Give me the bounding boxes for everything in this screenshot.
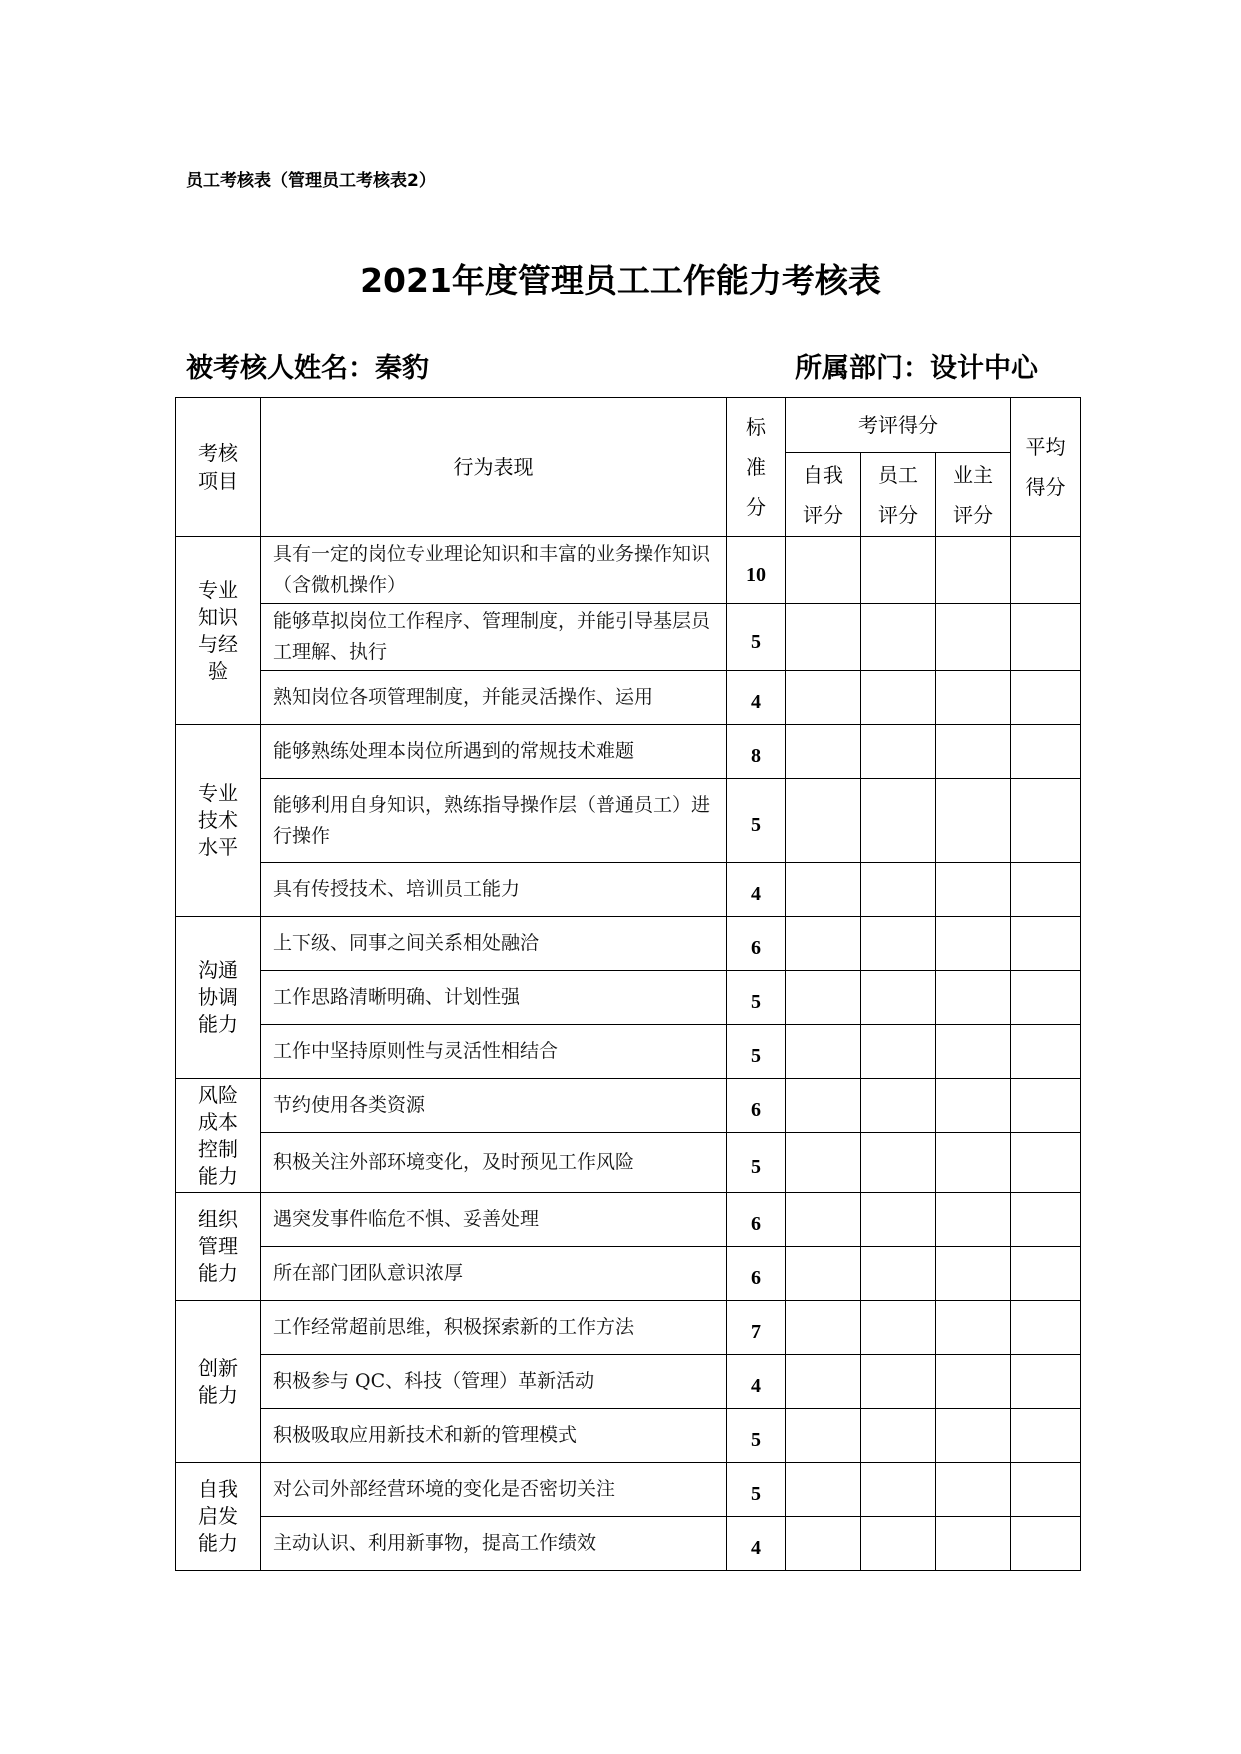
category-cell (176, 537, 261, 725)
table-row (176, 863, 1081, 917)
employee-score-cell[interactable] (861, 779, 936, 863)
table-row (176, 1301, 1081, 1355)
table-row (176, 1079, 1081, 1133)
behavior-cell: 工作思路清晰明确、计划性强 (261, 971, 727, 1025)
header-employee-score: 员工评分 (861, 453, 936, 537)
owner-score-cell[interactable] (936, 1247, 1011, 1301)
behavior-cell: 能够草拟岗位工作程序、管理制度，并能引导基层员工理解、执行 (261, 604, 727, 671)
standard-score-cell: 10 (727, 537, 786, 604)
employee-score-cell[interactable] (861, 671, 936, 725)
table-row (176, 537, 1081, 604)
self-score-cell[interactable] (786, 537, 861, 604)
table-row (176, 1409, 1081, 1463)
table-row (176, 917, 1081, 971)
employee-score-cell[interactable] (861, 1079, 936, 1133)
employee-score-cell[interactable] (861, 863, 936, 917)
table-row (176, 1025, 1081, 1079)
category-label: 组织管理能力 (198, 1207, 238, 1285)
self-score-cell[interactable] (786, 725, 861, 779)
table-row (176, 725, 1081, 779)
employee-score-cell[interactable] (861, 537, 936, 604)
table-row (176, 1193, 1081, 1247)
owner-score-cell[interactable] (936, 1301, 1011, 1355)
average-score-cell[interactable] (1011, 1301, 1081, 1355)
assessment-body (176, 537, 1081, 1571)
self-score-cell[interactable] (786, 1355, 861, 1409)
owner-score-cell[interactable] (936, 1409, 1011, 1463)
department-line (795, 346, 1038, 385)
standard-score-cell: 5 (727, 779, 786, 863)
assessment-table (175, 397, 1081, 1571)
header-standard: 标准分 (727, 398, 786, 537)
average-score-cell[interactable] (1011, 1025, 1081, 1079)
header-behavior: 行为表现 (261, 398, 727, 537)
standard-score-cell: 7 (727, 1301, 786, 1355)
average-score-cell[interactable] (1011, 1463, 1081, 1517)
average-score-cell[interactable] (1011, 917, 1081, 971)
owner-score-cell[interactable] (936, 1517, 1011, 1571)
behavior-cell: 上下级、同事之间关系相处融洽 (261, 917, 727, 971)
standard-score-cell: 4 (727, 671, 786, 725)
category-label: 专业技术水平 (198, 781, 238, 859)
self-score-cell[interactable] (786, 1079, 861, 1133)
standard-score-cell: 5 (727, 1133, 786, 1193)
category-cell (176, 1193, 261, 1301)
employee-score-cell[interactable] (861, 1517, 936, 1571)
average-score-cell[interactable] (1011, 671, 1081, 725)
category-label: 风险成本控制能力 (198, 1082, 238, 1188)
behavior-cell: 节约使用各类资源 (261, 1079, 727, 1133)
employee-score-cell[interactable] (861, 604, 936, 671)
behavior-cell: 能够熟练处理本岗位所遇到的常规技术难题 (261, 725, 727, 779)
average-score-cell[interactable] (1011, 1133, 1081, 1193)
self-score-cell[interactable] (786, 1409, 861, 1463)
behavior-cell: 积极关注外部环境变化，及时预见工作风险 (261, 1133, 727, 1193)
owner-score-cell[interactable] (936, 971, 1011, 1025)
standard-score-cell: 6 (727, 917, 786, 971)
owner-score-cell[interactable] (936, 1133, 1011, 1193)
behavior-cell: 熟知岗位各项管理制度，并能灵活操作、运用 (261, 671, 727, 725)
table-row (176, 1133, 1081, 1193)
employee-score-cell[interactable] (861, 1355, 936, 1409)
table-row (176, 971, 1081, 1025)
assessee-name: 秦豹 (375, 353, 429, 384)
behavior-cell: 遇突发事件临危不惧、妥善处理 (261, 1193, 727, 1247)
owner-score-cell[interactable] (936, 537, 1011, 604)
department-label: 所属部门： (795, 353, 930, 384)
table-row (176, 604, 1081, 671)
employee-score-cell[interactable] (861, 1301, 936, 1355)
table-row (176, 1247, 1081, 1301)
employee-score-cell[interactable] (861, 1025, 936, 1079)
table-row (176, 1355, 1081, 1409)
table-row (176, 1463, 1081, 1517)
standard-score-cell: 5 (727, 1463, 786, 1517)
header-self-score: 自我评分 (786, 453, 861, 537)
page-title: 2021年度管理员工工作能力考核表 (360, 261, 881, 300)
self-score-cell[interactable] (786, 863, 861, 917)
owner-score-cell[interactable] (936, 917, 1011, 971)
self-score-cell[interactable] (786, 971, 861, 1025)
average-score-cell[interactable] (1011, 537, 1081, 604)
self-score-cell[interactable] (786, 671, 861, 725)
assessee-label: 被考核人姓名： (186, 353, 375, 384)
self-score-cell[interactable] (786, 1301, 861, 1355)
assessee-line (186, 346, 429, 385)
average-score-cell[interactable] (1011, 1193, 1081, 1247)
average-score-cell[interactable] (1011, 1079, 1081, 1133)
category-cell (176, 1301, 261, 1463)
table-row (176, 671, 1081, 725)
standard-score-cell: 4 (727, 863, 786, 917)
behavior-cell: 工作经常超前思维，积极探索新的工作方法 (261, 1301, 727, 1355)
average-score-cell[interactable] (1011, 1409, 1081, 1463)
header-average: 平均得分 (1011, 398, 1081, 537)
category-cell (176, 725, 261, 917)
employee-score-cell[interactable] (861, 1463, 936, 1517)
category-label: 创新能力 (198, 1355, 238, 1407)
header-note: 员工考核表（管理员工考核表2） (186, 171, 436, 191)
self-score-cell[interactable] (786, 1133, 861, 1193)
behavior-cell: 具有传授技术、培训员工能力 (261, 863, 727, 917)
self-score-cell[interactable] (786, 1025, 861, 1079)
employee-score-cell[interactable] (861, 1193, 936, 1247)
average-score-cell[interactable] (1011, 971, 1081, 1025)
standard-score-cell: 5 (727, 1409, 786, 1463)
category-cell (176, 1463, 261, 1571)
average-score-cell[interactable] (1011, 1247, 1081, 1301)
standard-score-cell: 5 (727, 604, 786, 671)
behavior-cell: 积极参与 QC、科技（管理）革新活动 (261, 1355, 727, 1409)
department-name: 设计中心 (930, 353, 1038, 384)
employee-score-cell[interactable] (861, 1247, 936, 1301)
self-score-cell[interactable] (786, 604, 861, 671)
category-cell (176, 1079, 261, 1193)
category-label: 专业知识与经验 (198, 577, 238, 683)
standard-score-cell: 8 (727, 725, 786, 779)
owner-score-cell[interactable] (936, 1193, 1011, 1247)
average-score-cell[interactable] (1011, 779, 1081, 863)
employee-score-cell[interactable] (861, 971, 936, 1025)
average-score-cell[interactable] (1011, 1355, 1081, 1409)
owner-score-cell[interactable] (936, 725, 1011, 779)
owner-score-cell[interactable] (936, 1079, 1011, 1133)
owner-score-cell[interactable] (936, 1463, 1011, 1517)
self-score-cell[interactable] (786, 1517, 861, 1571)
average-score-cell[interactable] (1011, 604, 1081, 671)
category-label: 自我启发能力 (198, 1477, 238, 1555)
header-owner-score: 业主评分 (936, 453, 1011, 537)
average-score-cell[interactable] (1011, 863, 1081, 917)
behavior-cell: 工作中坚持原则性与灵活性相结合 (261, 1025, 727, 1079)
table-row (176, 1517, 1081, 1571)
standard-score-cell: 6 (727, 1193, 786, 1247)
self-score-cell[interactable] (786, 917, 861, 971)
owner-score-cell[interactable] (936, 779, 1011, 863)
standard-score-cell: 6 (727, 1079, 786, 1133)
category-label: 沟通协调能力 (198, 958, 238, 1036)
employee-score-cell[interactable] (861, 725, 936, 779)
standard-score-cell: 4 (727, 1517, 786, 1571)
self-score-cell[interactable] (786, 1463, 861, 1517)
table-row (176, 779, 1081, 863)
self-score-cell[interactable] (786, 779, 861, 863)
employee-score-cell[interactable] (861, 917, 936, 971)
employee-score-cell[interactable] (861, 1409, 936, 1463)
owner-score-cell[interactable] (936, 1025, 1011, 1079)
standard-score-cell: 5 (727, 1025, 786, 1079)
standard-score-cell: 6 (727, 1247, 786, 1301)
owner-score-cell[interactable] (936, 671, 1011, 725)
behavior-cell: 所在部门团队意识浓厚 (261, 1247, 727, 1301)
owner-score-cell[interactable] (936, 863, 1011, 917)
standard-score-cell: 5 (727, 971, 786, 1025)
employee-score-cell[interactable] (861, 1133, 936, 1193)
average-score-cell[interactable] (1011, 1517, 1081, 1571)
average-score-cell[interactable] (1011, 725, 1081, 779)
self-score-cell[interactable] (786, 1193, 861, 1247)
behavior-cell: 积极吸取应用新技术和新的管理模式 (261, 1409, 727, 1463)
owner-score-cell[interactable] (936, 1355, 1011, 1409)
behavior-cell: 对公司外部经营环境的变化是否密切关注 (261, 1463, 727, 1517)
self-score-cell[interactable] (786, 1247, 861, 1301)
owner-score-cell[interactable] (936, 604, 1011, 671)
standard-score-cell: 4 (727, 1355, 786, 1409)
behavior-cell: 能够利用自身知识，熟练指导操作层（普通员工）进行操作 (261, 779, 727, 863)
behavior-cell: 具有一定的岗位专业理论知识和丰富的业务操作知识（含微机操作） (261, 537, 727, 604)
header-category: 考核项目 (176, 398, 261, 537)
behavior-cell: 主动认识、利用新事物，提高工作绩效 (261, 1517, 727, 1571)
header-score-group: 考评得分 (786, 398, 1011, 453)
category-cell (176, 917, 261, 1079)
